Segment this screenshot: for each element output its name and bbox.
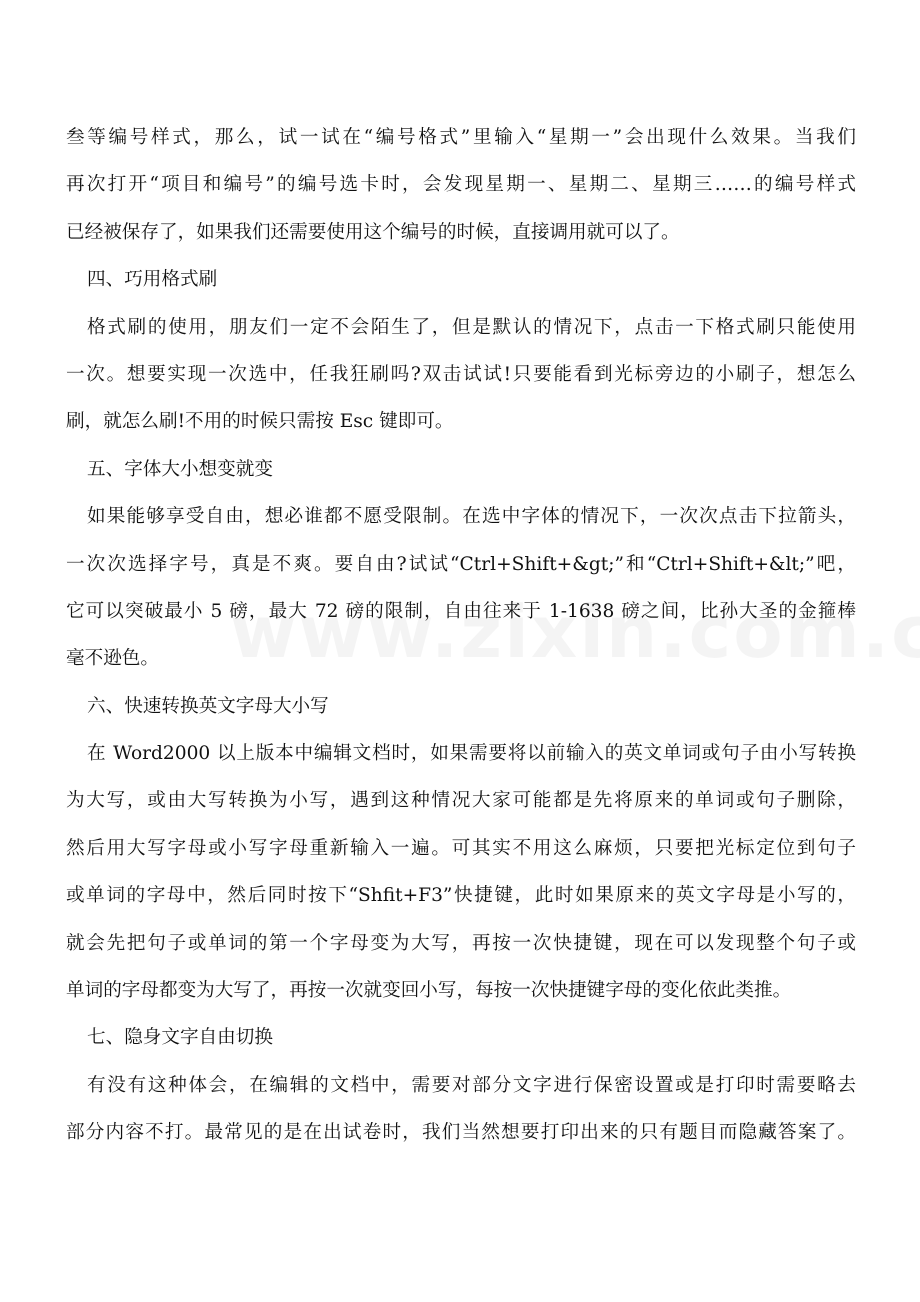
paragraph-line: 在 Word2000 以上版本中编辑文档时，如果需要将以前输入的英文单词或句子由小写转换 <box>87 743 856 765</box>
paragraph-line: 然后用大写字母或小写字母重新输入一遍。可其实不用这么麻烦，只要把光标定位到句子 <box>66 837 856 859</box>
paragraph-line: 有没有这种体会，在编辑的文档中，需要对部分文字进行保密设置或是打印时需要略去 <box>87 1074 856 1096</box>
section-heading: 六、快速转换英文字母大小写 <box>87 695 329 717</box>
paragraph-line: 部分内容不打。最常见的是在出试卷时，我们当然想要打印出来的只有题目而隐藏答案了。 <box>66 1122 856 1144</box>
paragraph-line: 它可以突破最小 5 磅，最大 72 磅的限制，自由往来于 1-1638 磅之间，比孙大圣的金箍棒 <box>66 600 856 622</box>
paragraph-line: 叁等编号样式，那么，试一试在“编号格式”里输入“星期一”会出现什么效果。当我们 <box>66 127 856 148</box>
paragraph-line: 再次打开“项目和编号”的编号选卡时，会发现星期一、星期二、星期三……的编号样式 <box>66 174 856 196</box>
paragraph-line: 一次。想要实现一次选中，任我狂刷吗?双击试试!只要能看到光标旁边的小刷子，想怎么 <box>66 363 856 385</box>
paragraph-line: 如果能够享受自由，想必谁都不愿受限制。在选中字体的情况下，一次次点击下拉箭头， <box>87 506 856 528</box>
paragraph-line: 格式刷的使用，朋友们一定不会陌生了，但是默认的情况下，点击一下格式刷只能使用 <box>87 316 856 338</box>
paragraph-line: 毫不逊色。 <box>66 648 159 670</box>
document-body <box>66 114 856 1157</box>
paragraph-line: 刷，就怎么刷!不用的时候只需按 Esc 键即可。 <box>66 411 454 433</box>
paragraph-line: 就会先把句子或单词的第一个字母变为大写，再按一次快捷键，现在可以发现整个句子或 <box>66 932 856 954</box>
paragraph-line: 为大写，或由大写转换为小写，遇到这种情况大家可能都是先将原来的单词或句子删除， <box>66 790 856 812</box>
section-heading: 五、字体大小想变就变 <box>87 458 273 480</box>
section-heading: 七、隐身文字自由切换 <box>87 1027 273 1049</box>
paragraph-line: 已经被保存了，如果我们还需要使用这个编号的时候，直接调用就可以了。 <box>66 221 680 243</box>
paragraph-line: 或单词的字母中，然后同时按下“Shfit+F3”快捷键，此时如果原来的英文字母是小写的， <box>66 885 856 907</box>
paragraph-line: 单词的字母都变为大写了，再按一次就变回小写，每按一次快捷键字母的变化依此类推。 <box>66 980 792 1002</box>
section-heading: 四、巧用格式刷 <box>87 269 218 291</box>
paragraph-line: 一次次选择字号，真是不爽。要自由?试试“Ctrl+Shift+&gt;”和“Ctrl+Shift+&lt;”吧， <box>66 553 856 575</box>
